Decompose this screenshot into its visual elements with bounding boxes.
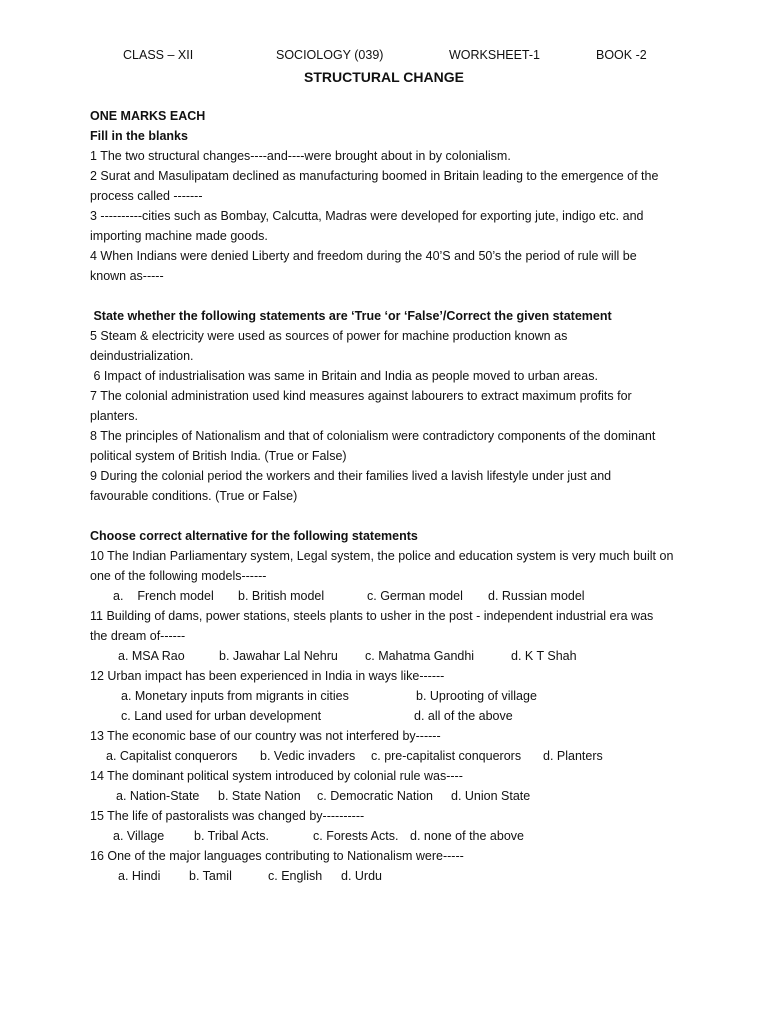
question-4-line-1: 4 When Indians were denied Liberty and freedom during the 40’S and 50’s the period of rule will be xyxy=(90,249,637,263)
question-3-line-1: 3 ----------cities such as Bombay, Calcutta, Madras were developed for exporting jute, indigo etc. and xyxy=(90,209,644,223)
question-8-line-2: political system of British India. (True or False) xyxy=(90,449,347,463)
question-10-options xyxy=(90,586,690,606)
question-6: 6 Impact of industrialisation was same in Britain and India as people moved to urban areas. xyxy=(90,369,598,383)
class-label: CLASS – XII xyxy=(123,48,194,62)
question-10-line-2: one of the following models------ xyxy=(90,569,267,583)
question-16: 16 One of the major languages contributing to Nationalism were----- xyxy=(90,849,464,863)
q10-option-d: d. Russian model xyxy=(488,589,585,603)
question-11-options xyxy=(90,646,690,666)
q10-option-c: c. German model xyxy=(367,589,463,603)
question-9-line-1: 9 During the colonial period the workers and their families lived a lavish lifestyle under just and xyxy=(90,469,612,483)
question-15-options xyxy=(90,826,690,846)
q13-option-a: a. Capitalist conquerors xyxy=(106,749,238,763)
question-4-line-2: known as----- xyxy=(90,269,164,283)
q10-option-b: b. British model xyxy=(238,589,325,603)
q12-option-d: d. all of the above xyxy=(414,709,513,723)
q11-option-d: d. K T Shah xyxy=(511,649,577,663)
worksheet-body xyxy=(90,106,690,886)
q13-option-b: b. Vedic invaders xyxy=(260,749,356,763)
q15-option-b: b. Tribal Acts. xyxy=(194,829,270,843)
question-11-line-2: the dream of------ xyxy=(90,629,186,643)
q16-option-c: c. English xyxy=(268,869,323,883)
question-7-line-2: planters. xyxy=(90,409,138,423)
book-label: BOOK -2 xyxy=(596,48,647,62)
question-10-line-1: 10 The Indian Parliamentary system, Legal system, the police and education system is very much built on xyxy=(90,549,674,563)
q15-option-c: c. Forests Acts. xyxy=(313,829,399,843)
worksheet-label: WORKSHEET-1 xyxy=(449,48,540,62)
question-15: 15 The life of pastoralists was changed by---------- xyxy=(90,809,365,823)
q12-option-c: c. Land used for urban development xyxy=(121,709,322,723)
question-5-line-2: deindustrialization. xyxy=(90,349,194,363)
question-12-options-row-2 xyxy=(90,706,690,726)
q15-option-d: d. none of the above xyxy=(410,829,524,843)
question-13-options xyxy=(90,746,690,766)
section-heading-true-false: State whether the following statements are ‘True ‘or ‘False’/Correct the given statement xyxy=(90,309,612,323)
question-3-line-2: importing machine made goods. xyxy=(90,229,268,243)
page-title: STRUCTURAL CHANGE xyxy=(304,69,464,85)
section-subheading-fill-blanks: Fill in the blanks xyxy=(90,129,188,143)
q11-option-b: b. Jawahar Lal Nehru xyxy=(219,649,338,663)
question-12-options-row-1 xyxy=(90,686,690,706)
q11-option-a: a. MSA Rao xyxy=(118,649,185,663)
question-1: 1 The two structural changes----and----were brought about in by colonialism. xyxy=(90,149,511,163)
question-8-line-1: 8 The principles of Nationalism and that of colonialism were contradictory components of the dominant xyxy=(90,429,656,443)
question-5-line-1: 5 Steam & electricity were used as sources of power for machine production known as xyxy=(90,329,568,343)
section-heading-one-marks: ONE MARKS EACH xyxy=(90,109,206,123)
question-12: 12 Urban impact has been experienced in India in ways like------ xyxy=(90,669,445,683)
q16-option-b: b. Tamil xyxy=(189,869,232,883)
question-7-line-1: 7 The colonial administration used kind measures against labourers to extract maximum profits for xyxy=(90,389,632,403)
question-2-line-1: 2 Surat and Masulipatam declined as manufacturing boomed in Britain leading to the emergence of the xyxy=(90,169,659,183)
q11-option-c: c. Mahatma Gandhi xyxy=(365,649,475,663)
q14-option-b: b. State Nation xyxy=(218,789,301,803)
q16-option-d: d. Urdu xyxy=(341,869,382,883)
question-13: 13 The economic base of our country was not interfered by------ xyxy=(90,729,441,743)
section-heading-choose-alternative: Choose correct alternative for the following statements xyxy=(90,529,418,543)
question-9-line-2: favourable conditions. (True or False) xyxy=(90,489,298,503)
q10-option-a: a. French model xyxy=(113,589,214,603)
q14-option-a: a. Nation-State xyxy=(116,789,200,803)
subject-label: SOCIOLOGY (039) xyxy=(276,48,384,62)
q13-option-d: d. Planters xyxy=(543,749,603,763)
q12-option-b: b. Uprooting of village xyxy=(416,689,537,703)
question-2-line-2: process called ------- xyxy=(90,189,203,203)
question-11-line-1: 11 Building of dams, power stations, steels plants to usher in the post - independent industrial era was xyxy=(90,609,654,623)
question-16-options xyxy=(90,866,690,886)
q13-option-c: c. pre-capitalist conquerors xyxy=(371,749,522,763)
q14-option-c: c. Democratic Nation xyxy=(317,789,434,803)
q16-option-a: a. Hindi xyxy=(118,869,161,883)
q12-option-a: a. Monetary inputs from migrants in cities xyxy=(121,689,349,703)
question-14: 14 The dominant political system introduced by colonial rule was---- xyxy=(90,769,463,783)
q15-option-a: a. Village xyxy=(113,829,165,843)
q14-option-d: d. Union State xyxy=(451,789,531,803)
question-14-options xyxy=(90,786,690,806)
